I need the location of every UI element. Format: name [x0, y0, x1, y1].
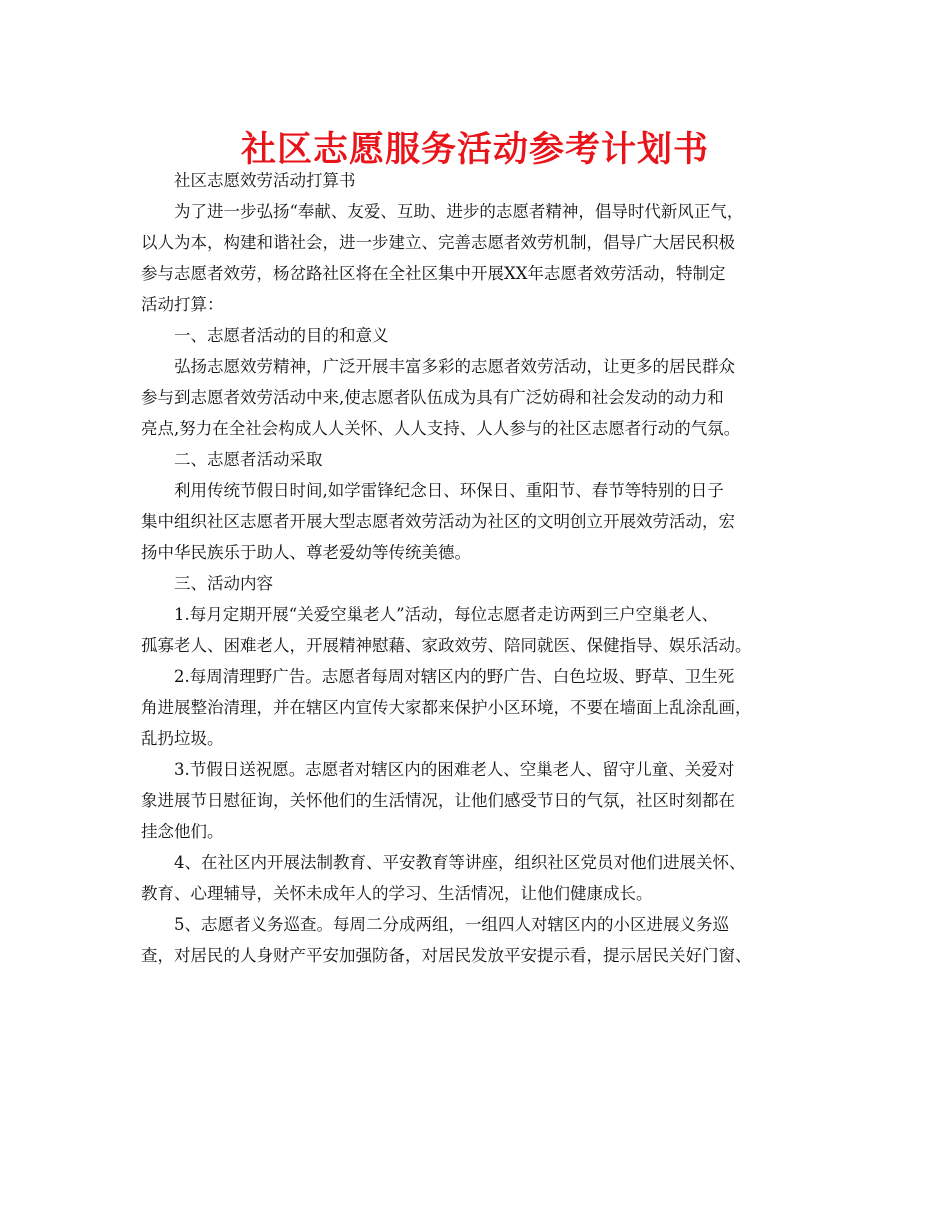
- document-title: 社区志愿服务活动参考计划书: [240, 130, 709, 170]
- paragraph-item-4: 4、在社区内开展法制教育、平安教育等讲座，组织社区党员对他们进展关怀、 教育、心理辅导，关怀未成年人的学习、生活情况，让他们健康成长。: [141, 853, 746, 903]
- heading-content: 三、活动内容: [174, 574, 273, 593]
- paragraph-item-5: 5、志愿者义务巡查。每周二分成两组，一组四人对辖区内的小区进展义务巡 查，对居民的人身财产平安加强防备，对居民发放平安提示看，提示居民关好门窗、: [141, 915, 752, 965]
- heading-purpose: 一、志愿者活动的目的和意义: [174, 326, 389, 345]
- paragraph-approach: 利用传统节假日时间,如学雷锋纪念日、环保日、重阳节、春节等特别的日子 集中组织社区志愿者开展大型志愿者效劳活动为社区的文明创立开展效劳活动，宏 扬中华民族乐于助人、尊老爱幼等传统美德。: [141, 481, 735, 562]
- paragraph-purpose: 弘扬志愿效劳精神，广泛开展丰富多彩的志愿者效劳活动，让更多的居民群众 参与到志愿者效劳活动中来,使志愿者队伍成为具有广泛妨碍和社会发动的动力和 亮点,努力在全社会构成人人关怀、人人支持、人人参与的社区志愿者行动的气氛。: [141, 357, 741, 438]
- paragraph-subtitle: 社区志愿效劳活动打算书: [174, 171, 356, 190]
- paragraph-item-1: 1.每月定期开展“关爱空巢老人”活动，每位志愿者走访两到三户空巢老人、 孤寡老人、困难老人，开展精神慰藉、家政效劳、陪同就医、保健指导、娱乐活动。: [141, 605, 752, 655]
- paragraph-item-2: 2.每周清理野广告。志愿者每周对辖区内的野广告、白色垃圾、野草、卫生死 角进展整治清理，并在辖区内宣传大家都来保护小区环境，不要在墙面上乱涂乱画， 乱扔垃圾。: [141, 667, 752, 748]
- paragraph-item-3: 3.节假日送祝愿。志愿者对辖区内的困难老人、空巢老人、留守儿童、关爱对 象进展节日慰征询，关怀他们的生活情况，让他们感受节日的气氛，社区时刻都在 挂念他们。: [141, 760, 735, 841]
- paragraph-intro: 为了进一步弘扬“奉献、友爱、互助、进步的志愿者精神，倡导时代新风正气， 以人为本，构建和谐社会，进一步建立、完善志愿者效劳机制，倡导广大居民积极 参与志愿者效劳，杨岔路社区将在全社区集中开展XX年志愿者效劳活动，特制定 活动打算：: [141, 202, 744, 314]
- heading-approach: 二、志愿者活动采取: [174, 450, 323, 469]
- document-body: [141, 165, 821, 971]
